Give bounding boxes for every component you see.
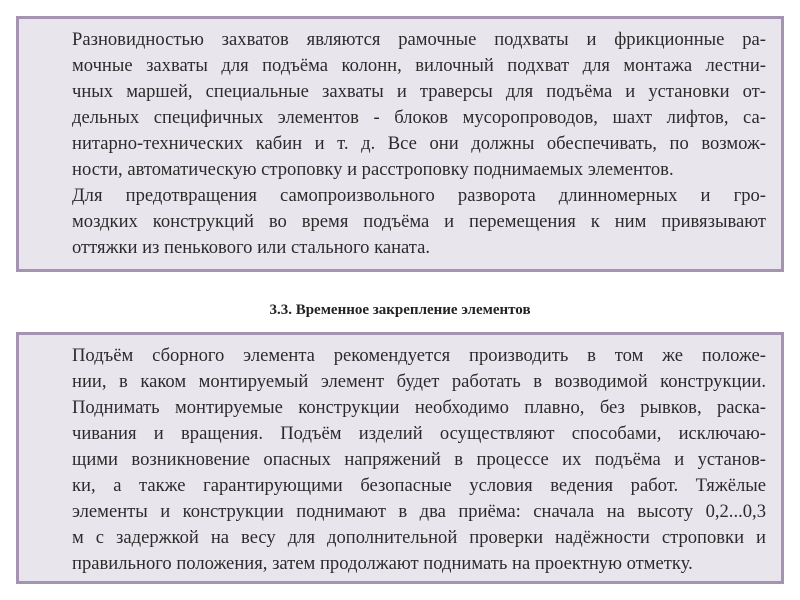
section-title: 3.3. Временное закрепление элементов: [269, 302, 531, 318]
text-line: ки, а также гарантирующими безопасные условия ведения работ. Тяжёлые: [72, 475, 766, 496]
text-line: оттяжки из пенькового или стального каната.: [72, 237, 431, 258]
text-line: Подъём сборного элемента рекомендуется производить в том же положе-: [72, 345, 766, 366]
text-box-bottom: [16, 332, 784, 584]
text-line: щими возникновение опасных напряжений в процессе их подъёма и установ-: [72, 449, 766, 470]
text-line: правильного положения, затем продолжают поднимать на проектную отметку.: [72, 553, 693, 574]
text-line: Разновидностью захватов являются рамочные подхваты и фрикционные ра-: [72, 29, 766, 50]
text-line: моздких конструкций во время подъёма и перемещения к ним привязывают: [72, 211, 766, 232]
text-line: м с задержкой на весу для дополнительной проверки надёжности строповки и: [72, 527, 766, 548]
paragraph-guy-ropes: [34, 183, 766, 261]
text-line: Поднимать монтируемые конструкции необходимо плавно, без рывков, раска-: [72, 397, 766, 418]
text-line: ности, автоматическую строповку и расстроповку поднимаемых элементов.: [72, 159, 674, 180]
text-line: Для предотвращения самопроизвольного разворота длинномерных и гро-: [72, 185, 766, 206]
paragraph-lifting: [34, 343, 766, 577]
text-line: мочные захваты для подъёма колонн, вилочный подхват для монтажа лестни-: [72, 55, 766, 76]
text-line: дельных специфичных элементов - блоков мусоропроводов, шахт лифтов, са-: [72, 107, 766, 128]
text-box-top: [16, 16, 784, 272]
text-line: элементы и конструкции поднимают в два приёма: сначала на высоту 0,2...0,3: [72, 501, 766, 522]
paragraph-grippers: [34, 27, 766, 183]
text-line: чивания и вращения. Подъём изделий осуществляют способами, исключаю-: [72, 423, 766, 444]
text-line: чных маршей, специальные захваты и траверсы для подъёма и установки от-: [72, 81, 766, 102]
text-line: нии, в каком монтируемый элемент будет работать в возводимой конструкции.: [72, 371, 766, 392]
text-line: нитарно-технических кабин и т. д. Все они должны обеспечивать, по возмож-: [72, 133, 766, 154]
